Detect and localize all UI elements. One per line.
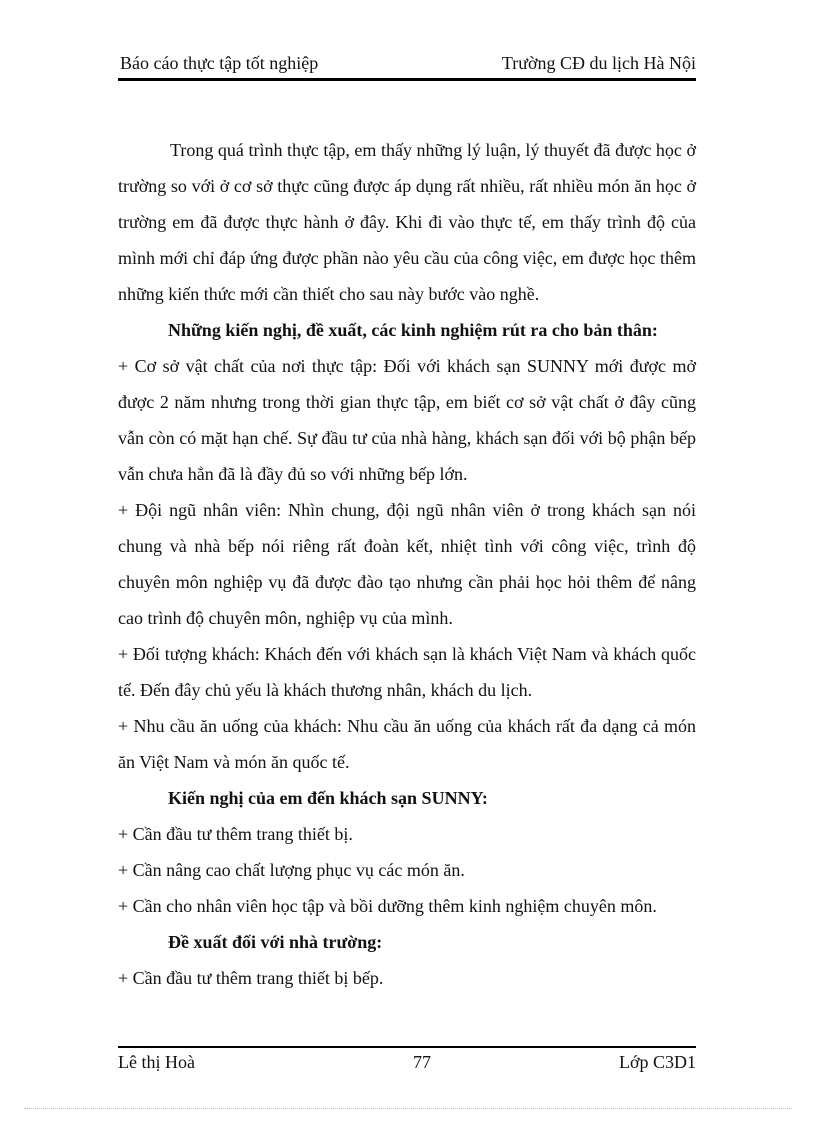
paragraph-guests: + Đối tượng khách: Khách đến với khách sạn là khách Việt Nam và khách quốc tế. Đến đây chủ yếu là khách thương nhân, khách du lịch. xyxy=(118,644,696,700)
page-boundary-divider xyxy=(24,1108,792,1109)
hotel-recommendation-item: + Cần đầu tư thêm trang thiết bị. xyxy=(118,824,353,844)
footer-page-number: 77 xyxy=(413,1052,431,1072)
paragraph-dining-needs: + Nhu cầu ăn uống của khách: Nhu cầu ăn uống của khách rất đa dạng cả món ăn Việt Nam và món ăn quốc tế. xyxy=(118,716,696,772)
hotel-recommendation-item: + Cần nâng cao chất lượng phục vụ các món ăn. xyxy=(118,860,465,880)
hotel-recommendation-item: + Cần cho nhân viên học tập và bồi dưỡng thêm kinh nghiệm chuyên môn. xyxy=(118,896,657,916)
footer-class: Lớp C3D1 xyxy=(618,1052,696,1072)
page-header xyxy=(118,48,696,81)
school-proposal-item: + Cần đầu tư thêm trang thiết bị bếp. xyxy=(118,968,384,988)
section-heading-recommendations: Những kiến nghị, đề xuất, các kinh nghiệm rút ra cho bản thân: xyxy=(168,320,658,340)
paragraph-facilities: + Cơ sở vật chất của nơi thực tập: Đối với khách sạn SUNNY mới được mở được 2 năm nhưng trong thời gian thực tập, em biết cơ sở vật chất ở đây cũng vẫn còn có mặt hạn chế. Sự đầu tư của nhà hàng, khách sạn đối với bộ phận bếp vẫn chưa hẳn đã là đầy đủ so với những bếp lớn. xyxy=(118,356,696,484)
footer-author: Lê thị Hoà xyxy=(118,1052,195,1072)
paragraph-staff: + Đội ngũ nhân viên: Nhìn chung, đội ngũ nhân viên ở trong khách sạn nói chung và nhà bếp nói riêng rất đoàn kết, nhiệt tình với công việc, trình độ chuyên môn nghiệp vụ đã được đào tạo nhưng cần phải học hỏi thêm để nâng cao trình độ chuyên môn, nghiệp vụ của mình. xyxy=(118,500,696,628)
intro-paragraph: Trong quá trình thực tập, em thấy những lý luận, lý thuyết đã được học ở trường so với ở cơ sở thực cũng được áp dụng rất nhiều, rất nhiều món ăn học ở trường em đã được thực hành ở đây. Khi đi vào thực tế, em thấy trình độ của mình mới chỉ đáp ứng được phần nào yêu cầu của công việc, em được học thêm những kiến thức mới cần thiết cho sau này bước vào nghề. xyxy=(118,140,696,304)
header-report-title: Báo cáo thực tập tốt nghiệp xyxy=(120,53,319,73)
page-content xyxy=(118,132,696,996)
page-footer xyxy=(118,1046,696,1078)
header-school-name: Trường CĐ du lịch Hà Nội xyxy=(501,53,696,73)
section-heading-hotel-recommendations: Kiến nghị của em đến khách sạn SUNNY: xyxy=(168,788,488,808)
section-heading-school-proposal: Đề xuất đối với nhà trường: xyxy=(168,932,383,952)
